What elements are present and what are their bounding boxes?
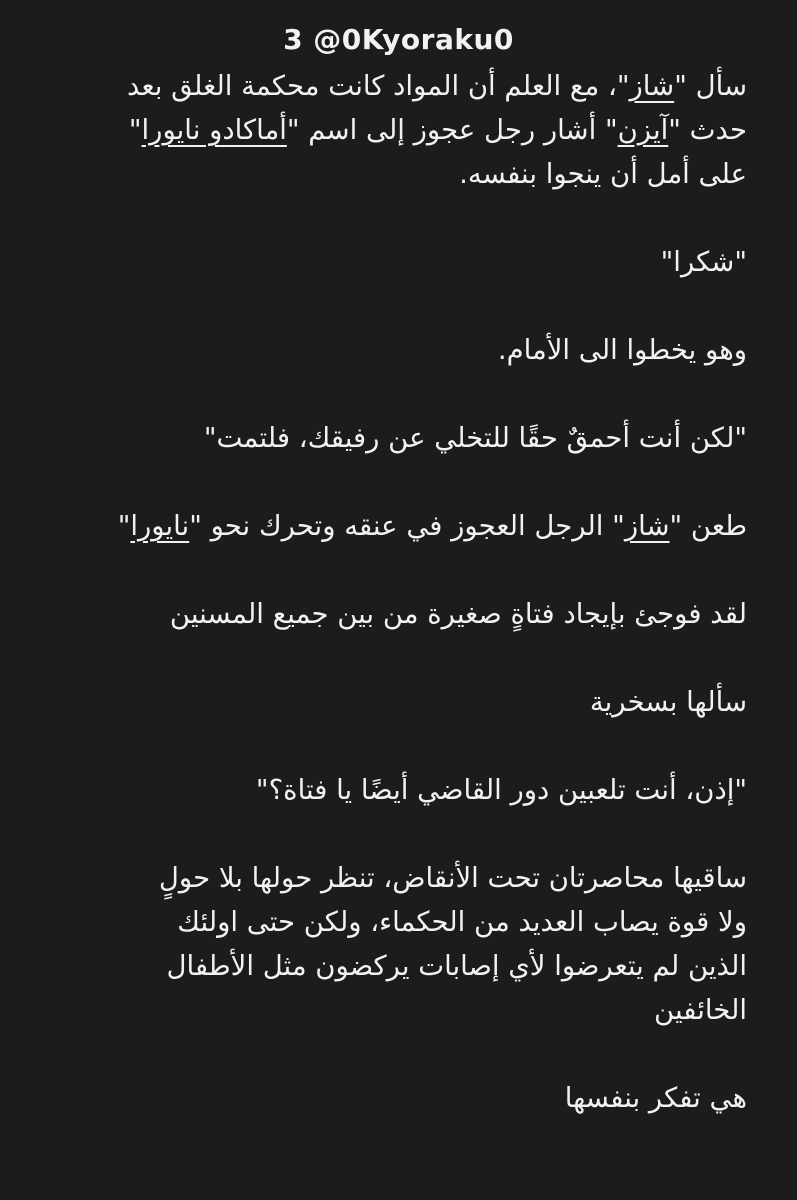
paragraph: [50, 240, 747, 284]
paragraph: [50, 680, 747, 724]
text-line: [50, 768, 747, 812]
paragraph: [50, 856, 747, 1032]
underlined-name: آيزن: [617, 114, 669, 146]
text-line: [50, 64, 747, 108]
text-line: [50, 1076, 747, 1120]
text-line: [50, 504, 747, 548]
text-run: ": [117, 510, 131, 542]
text-run: طعن ": [669, 510, 747, 542]
text-line: [50, 592, 747, 636]
paragraph: [50, 416, 747, 460]
text-line: [50, 152, 747, 196]
text-run: لقد فوجئ بإيجاد فتاةٍ صغيرة من بين جميع المسنين: [169, 598, 747, 630]
text-run: "إذن، أنت تلعبين دور القاضي أيضًا يا فتاة؟": [255, 774, 747, 806]
paragraph: [50, 64, 747, 196]
text-run: سأل ": [674, 70, 747, 102]
text-run: " أشار رجل عجوز إلى اسم ": [286, 114, 618, 146]
text-line: [50, 328, 747, 372]
text-run: ساقيها محاصرتان تحت الأنقاض، تنظر حولها بلا حولٍ: [158, 862, 747, 894]
paragraph: [50, 328, 747, 372]
paragraph: [50, 1076, 747, 1120]
text-run: الخائفين: [654, 994, 747, 1026]
text-run: الذين لم يتعرضوا لأي إصابات يركضون مثل الأطفال: [166, 950, 747, 982]
text-line: [50, 988, 747, 1032]
text-line: [50, 944, 747, 988]
underlined-name: نايورا: [130, 510, 190, 542]
text-run: " الرجل العجوز في عنقه وتحرك نحو ": [189, 510, 625, 542]
text-run: هي تفكر بنفسها: [564, 1082, 747, 1114]
text-line: [50, 108, 747, 152]
text-line: [50, 856, 747, 900]
text-run: وهو يخطوا الى الأمام.: [497, 334, 747, 366]
underlined-name: شاز: [629, 70, 675, 102]
story-text: [50, 64, 747, 1120]
text-run: سألها بسخرية: [589, 686, 747, 718]
underlined-name: أماكادو نايورا: [141, 114, 287, 146]
text-run: على أمل أن ينجوا بنفسه.: [459, 158, 747, 190]
text-line: [50, 416, 747, 460]
text-line: [50, 680, 747, 724]
text-run: حدث ": [668, 114, 747, 146]
text-run: ": [128, 114, 142, 146]
text-run: ولا قوة يصاب العديد من الحكماء، ولكن حتى اولئك: [177, 906, 747, 938]
page-header: 3 @0Kyoraku0: [283, 23, 514, 56]
text-line: [50, 900, 747, 944]
underlined-name: شاز: [624, 510, 670, 542]
text-run: "لكن أنت أحمقٌ حقًا للتخلي عن رفيقك، فلتمت": [203, 422, 747, 454]
paragraph: [50, 504, 747, 548]
text-line: [50, 240, 747, 284]
text-run: "، مع العلم أن المواد كانت محكمة الغلق بعد: [127, 70, 630, 102]
paragraph: [50, 768, 747, 812]
paragraph: [50, 592, 747, 636]
text-run: "شكرا": [660, 246, 747, 278]
